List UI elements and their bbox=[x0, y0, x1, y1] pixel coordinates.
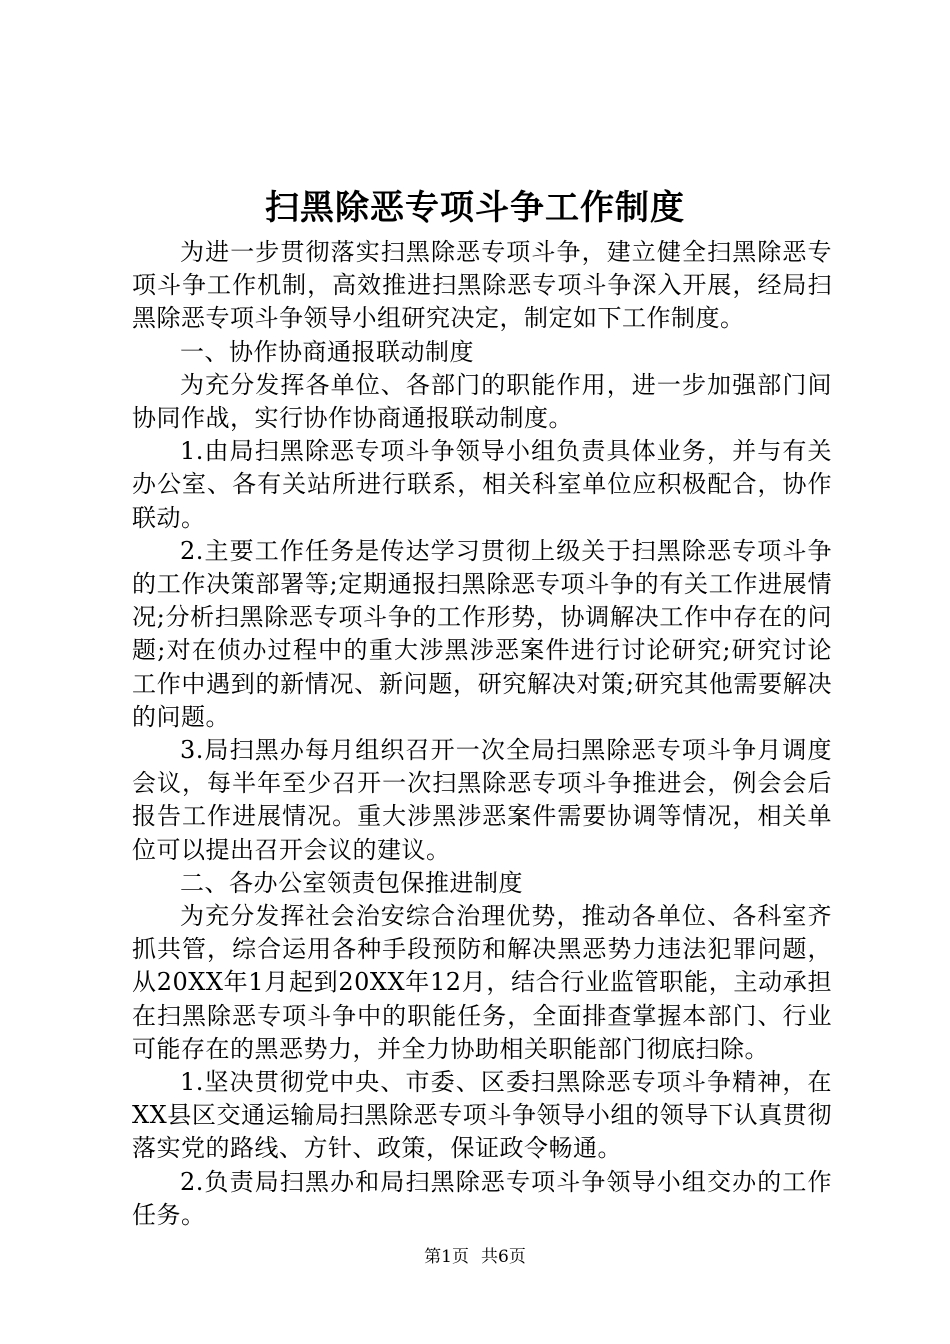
paragraph-section-1-intro: 为充分发挥各单位、各部门的职能作用，进一步加强部门间协同作战，实行协作协商通报联动制度。 bbox=[132, 370, 832, 433]
paragraph-intro: 为进一步贯彻落实扫黑除恶专项斗争，建立健全扫黑除恶专项斗争工作机制，高效推进扫黑除恶专项斗争深入开展，经局扫黑除恶专项斗争领导小组研究决定，制定如下工作制度。 bbox=[132, 238, 832, 333]
section-heading-2: 二、各办公室领责包保推进制度 bbox=[180, 868, 523, 897]
section-heading-1: 一、协作协商通报联动制度 bbox=[180, 337, 474, 366]
paragraph-section-2-intro: 为充分发挥社会治安综合治理优势，推动各单位、各科室齐抓共管，综合运用各种手段预防和解决黑恶势力违法犯罪问题，从20XX年1月起到20XX年12月，结合行业监管职能，主动承担在扫黑除恶专项斗争中的职能任务，全面排查掌握本部门、行业可能存在的黑恶势力，并全力协助相关职能部门彻底扫除。 bbox=[132, 902, 832, 1063]
paragraph-section-1-item-2: 2.主要工作任务是传达学习贯彻上级关于扫黑除恶专项斗争的工作决策部署等;定期通报扫黑除恶专项斗争的有关工作进展情况;分析扫黑除恶专项斗争的工作形势，协调解决工作中存在的问题;对在侦办过程中的重大涉黑涉恶案件进行讨论研究;研究讨论工作中遇到的新情况、新问题，研究解决对策;研究其他需要解决的问题。 bbox=[132, 536, 832, 731]
document-body bbox=[132, 236, 832, 1232]
paragraph-section-2-item-1: 1.坚决贯彻党中央、市委、区委扫黑除恶专项斗争精神，在XX县区交通运输局扫黑除恶专项斗争领导小组的领导下认真贯彻落实党的路线、方针、政策，保证政令畅通。 bbox=[132, 1068, 832, 1163]
page-total: 共6页 bbox=[481, 1247, 526, 1267]
paragraph-section-2-item-2: 2.负责局扫黑办和局扫黑除恶专项斗争领导小组交办的工作任务。 bbox=[132, 1167, 832, 1229]
paragraph-section-1-item-3: 3.局扫黑办每月组织召开一次全局扫黑除恶专项斗争月调度会议，每半年至少召开一次扫黑除恶专项斗争推进会，例会会后报告工作进展情况。重大涉黑涉恶案件需要协调等情况，相关单位可以提出召开会议的建议。 bbox=[132, 736, 832, 864]
paragraph-section-1-item-1: 1.由局扫黑除恶专项斗争领导小组负责具体业务，并与有关办公室、各有关站所进行联系，相关科室单位应积极配合，协作联动。 bbox=[132, 437, 832, 532]
page-number: 第1页 bbox=[424, 1247, 469, 1267]
page-footer bbox=[0, 1245, 950, 1269]
document-title: 扫黑除恶专项斗争工作制度 bbox=[265, 188, 685, 228]
